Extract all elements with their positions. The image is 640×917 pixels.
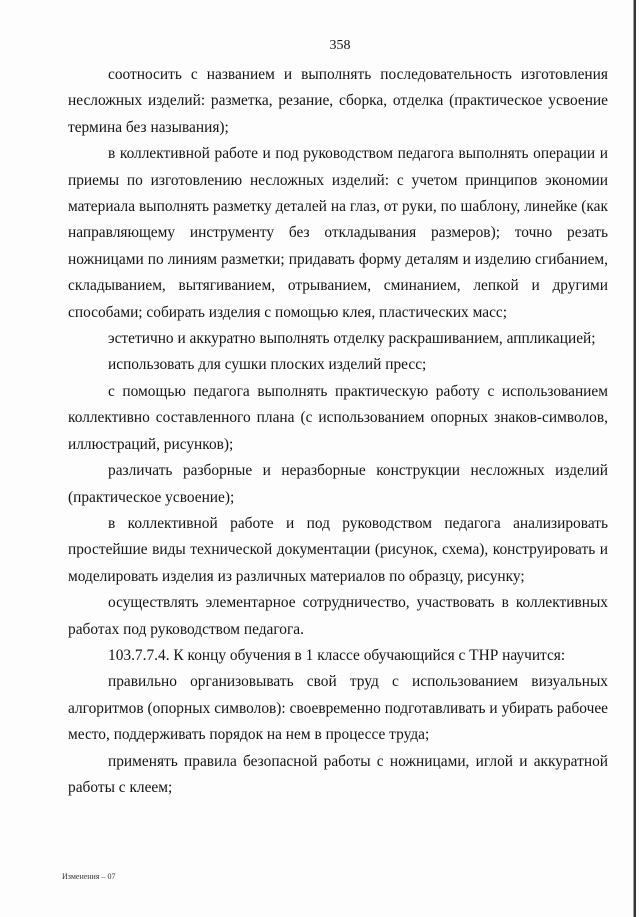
paragraph: в коллективной работе и под руководством педагога выполнять операции и приемы по изготовлению несложных изделий: с учетом принципов экономии материала выполнять разметку деталей на глаз, от руки, по шаблону, линейке (как направляющему инструменту без откладывания размеров); точно резать ножницами по линиям разметки; придавать форму деталям и изделию сгибанием, складыванием, вытягиванием, отрыванием, сминанием, лепкой и другими способами; собирать изделия с помощью клея, пластических масс; <box>68 145 608 321</box>
paragraph: в коллективной работе и под руководством педагога анализировать простейшие виды технической документации (рисунок, схема), конструировать и моделировать изделия из различных материалов по образцу, рисунку; <box>68 514 608 585</box>
paragraph: осуществлять элементарное сотрудничество, участвовать в коллективных работах под руководством педагога. <box>68 594 608 638</box>
paragraph: соотносить с названием и выполнять последовательность изготовления несложных изделий: разметка, резание, сборка, отделка (практическое усвоение термина без называния); <box>68 66 608 136</box>
paragraph: эстетично и аккуратно выполнять отделку раскрашиванием, аппликацией; <box>108 330 596 348</box>
section-heading: 103.7.7.4. К концу обучения в 1 классе обучающийся с ТНР научится: <box>108 646 566 664</box>
document-body <box>68 62 608 801</box>
paragraph: с помощью педагога выполнять практическую работу с использованием коллективно составленного плана (с использованием опорных знаков-символов, иллюстраций, рисунков); <box>68 382 608 453</box>
paragraph: применять правила безопасной работы с ножницами, иглой и аккуратной работы с клеем; <box>68 752 608 796</box>
paragraph: правильно организовывать свой труд с использованием визуальных алгоритмов (опорных символов): своевременно подготавливать и убирать рабочее место, поддерживать порядок на нем в процессе труда; <box>68 673 608 744</box>
paragraph: использовать для сушки плоских изделий пресс; <box>108 356 427 374</box>
footer-note: Изменения – 07 <box>62 872 116 881</box>
paragraph: различать разборные и неразборные конструкции несложных изделий (практическое усвоение); <box>68 462 608 506</box>
page-number: 358 <box>329 38 351 53</box>
scan-edge <box>633 0 636 917</box>
